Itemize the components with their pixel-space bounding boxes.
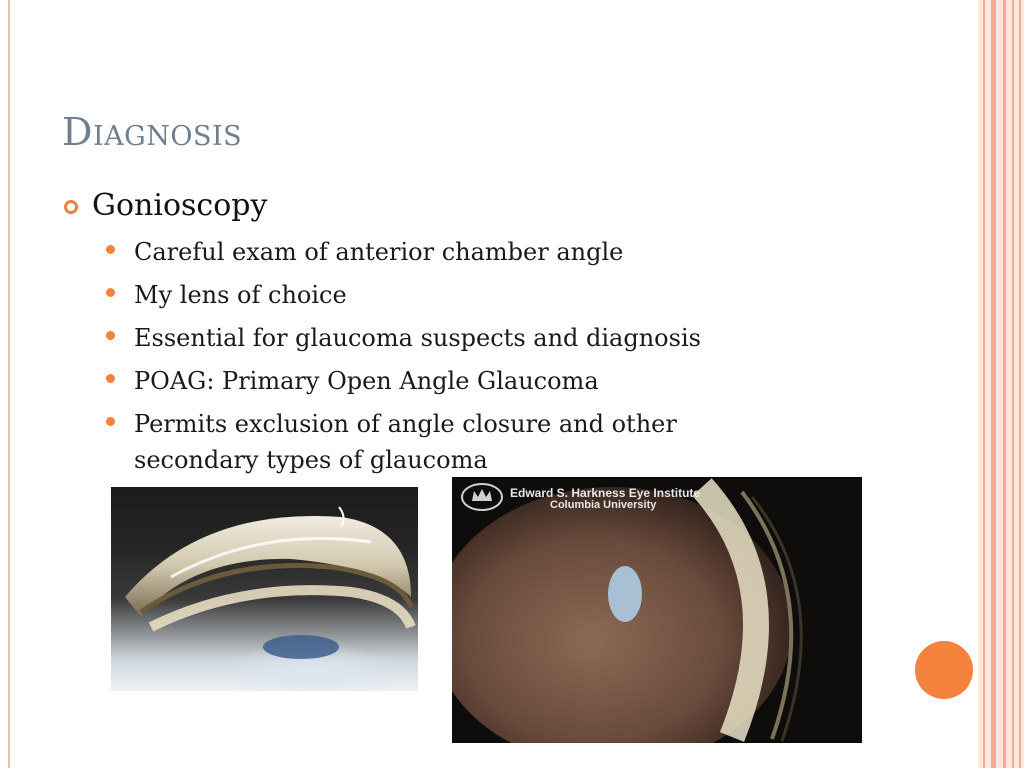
- gonioscopy-lens-photo: [111, 487, 418, 691]
- sub-bullet-text: Essential for glaucoma suspects and diagnosis: [134, 324, 701, 352]
- university-crest-icon: [462, 484, 502, 510]
- slide-left-rule: [8, 0, 10, 768]
- slide-right-stripe: [1012, 0, 1014, 768]
- sub-bullet-text: Permits exclusion of angle closure and other: [134, 410, 677, 438]
- sub-bullet-text: secondary types of glaucoma: [134, 446, 488, 474]
- sub-bullet-text: POAG: Primary Open Angle Glaucoma: [134, 367, 599, 395]
- sub-bullet-dot-icon: [106, 245, 115, 254]
- sub-bullet-dot-icon: [106, 417, 115, 426]
- sub-bullet-dot-icon: [106, 288, 115, 297]
- gonioscopy-iris-photo: [452, 477, 862, 743]
- bullet-gonioscopy: Gonioscopy: [92, 188, 268, 223]
- slide-title: Diagnosis: [62, 110, 243, 154]
- bullet-marker-icon: [64, 200, 78, 214]
- slide-right-stripe: [1003, 0, 1006, 768]
- sub-bullet-dot-icon: [106, 374, 115, 383]
- slide-right-stripe: [1019, 0, 1021, 768]
- slide-right-stripe: [983, 0, 985, 768]
- photo-caption-university: Columbia University: [550, 499, 657, 511]
- photo-caption-institute: Edward S. Harkness Eye Institute: [510, 486, 701, 500]
- slide-right-stripe: [991, 0, 996, 768]
- decorative-orange-circle: [912, 638, 976, 702]
- sub-bullet-dot-icon: [106, 331, 115, 340]
- sub-bullet-text: Careful exam of anterior chamber angle: [134, 238, 624, 266]
- sub-bullet-text: My lens of choice: [134, 281, 347, 309]
